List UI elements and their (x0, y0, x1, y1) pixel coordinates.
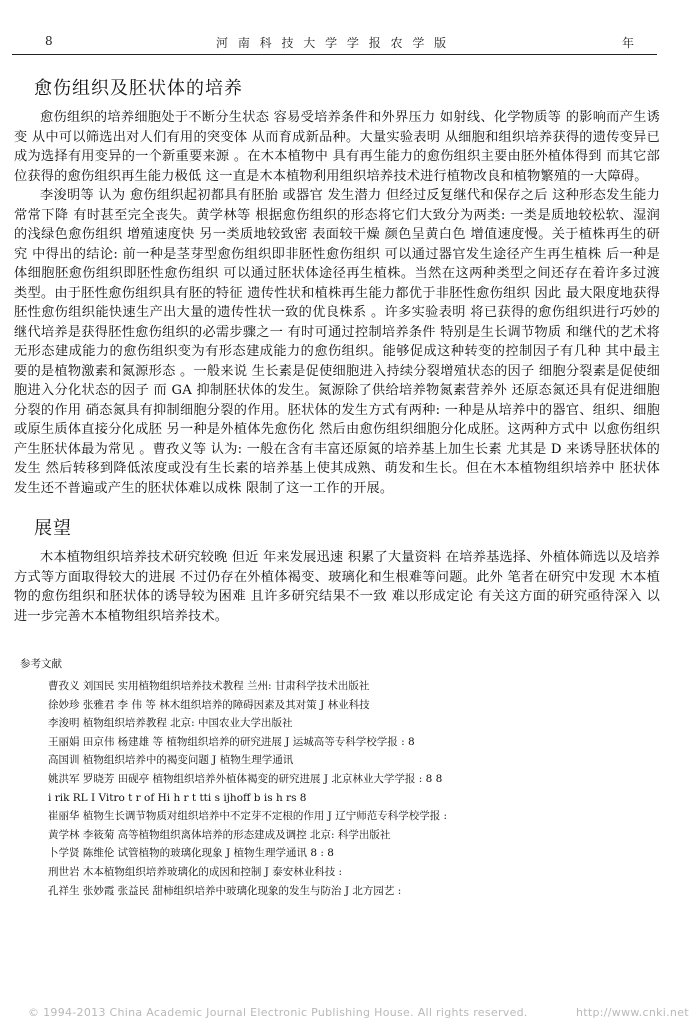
section-heading-callus: 愈伤组织及胚状体的培养 (34, 78, 243, 99)
reference-item: 高国训 植物组织培养中的褐变问题 J 植物生理学通讯 (48, 754, 294, 767)
reference-list (14, 677, 660, 900)
reference-item: 姚洪军 罗晓芳 田砚亭 植物组织培养外植体褐变的研究进展 J 北京林业大学学报 : 8 8 (48, 772, 443, 785)
paragraph: 愈伤组织的培养细胞处于不断分生状态 容易受培养条件和外界压力 如射线、化学物质等 的影响而产生诱变 从中可以筛选出对人们有用的突变体 从而育成新品种。大量实验表明 从细胞和组织培养获得的遗传变异已成为选择有用变异的一个新重要来源 。在木本植物中 具有再生能力的愈伤组织主要由胚外植体得到 而其它部位获得的愈伤组织再生能力极低 这一直是木本植物利用组织培养技术进行植物改良和植物繁殖的一大障碍。 (14, 110, 660, 184)
reference-item: 崔丽华 植物生长调节物质对组织培养中不定芽不定根的作用 J 辽宁师范专科学校学报 : (48, 810, 448, 823)
page-header (0, 30, 666, 54)
article-body (14, 62, 660, 900)
paragraph: 李浚明等 认为 愈伤组织起初都具有胚胎 或器官 发生潜力 但经过反复继代和保存之后 这种形态发生能力常常下降 有时甚至完全丧失。黄学林等 根据愈伤组织的形态将它们大致分为两类: 一类是质地较松软、湿润的浅绿色愈伤组织 增殖速度快 另一类质地较致密 表面较干燥 颜色呈黄白色 增值速度慢。关于植株再生的研究 中得出的结论: 前一种是茎芽型愈伤组织即非胚性愈伤组织 可以通过器官发生途径产生再生植株 后一种是体细胞胚愈伤组织即胚性愈伤组织 可以通过胚状体途径再生植株。当然在这两种类型之间还存在着许多过渡类型。由于胚性愈伤组织具有胚的特征 遗传性状和植株再生能力都优于非胚性愈伤组织 因此 最大限度地获得胚性愈伤组织能快速生产出大量的遗传性状一致的优良株系 。许多实验表明 将已获得的愈伤组织进行巧妙的继代培养是获得胚性愈伤组织的必需步骤之一 有时可通过控制培养条件 特别是生长调节物质 和继代的艺术将无形态建成能力的愈伤组织变为有形态建成能力的愈伤组织。能够促成这种转变的控制因子有几种 其中最主要的是植物激素和氮源形态 。一般来说 生长素是促使细胞进入持续分裂增殖状态的因子 细胞分裂素是促使细胞进入分化状态的因子 而 GA 抑制胚状体的发生。氮源除了供给培养物氮素营养外 还原态氮还具有促进细胞分裂的作用 硝态氮具有抑制细胞分裂的作用。胚状体的发生方式有两种: 一种是从培养中的器官、组织、细胞或原生质体直接分化成胚 另一种是外植体先愈伤化 然后由愈伤组织细胞分化成胚。这两种方式中 以愈伤组织产生胚状体最为常见 。曹孜义等 认为: 一般在含有丰富还原氮的培养基上加生长素 尤其是 D 来诱导胚状体的发生 然后转移到降低浓度或没有生长素的培养基上使其成熟、萌发和生长。但在木本植物组织培养中 胚状体发生还不普遍或产生的胚状体难以成株 限制了这一工作的开展。 (14, 188, 660, 496)
reference-item: 卜学贤 陈维伦 试管植物的玻璃化现象 J 植物生理学通讯 8 : 8 (48, 847, 334, 860)
reference-item: 黄学林 李筱菊 高等植物组织离体培养的形态建成及调控 北京: 科学出版社 (48, 828, 391, 841)
reference-item: 徐妙珍 张雅君 李 伟 等 林木组织培养的障碍因素及其对策 J 林业科技 (48, 698, 370, 711)
section-heading-outlook: 展望 (34, 518, 72, 539)
reference-item: 李浚明 植物组织培养教程 北京: 中国农业大学出版社 (48, 717, 293, 730)
reference-item: 王丽娟 田京伟 杨建雄 等 植物组织培养的研究进展 J 运城高等专科学校学报 : 8 (48, 735, 415, 748)
footer-url[interactable]: http://www.cnki.net (576, 1006, 689, 1019)
header-rule (12, 54, 657, 55)
paragraph: 木本植物组织培养技术研究较晚 但近 年来发展迅速 积累了大量资料 在培养基选择、外植体筛选以及培养方式等方面取得较大的进展 不过仍存在外植体褐变、玻璃化和生根难等问题。此外 笔者在研究中发现 木本植物的愈伤组织和胚状体的诱导较为困难 且许多研究结果不一致 难以形成定论 有关这方面的研究亟待深入 以进一步完善木本植物组织培养技术。 (14, 550, 661, 624)
journal-title: 河 南 科 技 大 学 学 报 农 学 版 (216, 36, 450, 50)
reference-item: i rik RL I Vitro t r of Hi h r t tti s ijhoff b is h rs 8 (48, 791, 307, 804)
references-title: 参考文献 (20, 658, 62, 670)
page-number: 8 (45, 34, 53, 48)
reference-item: 刑世岩 木本植物组织培养玻璃化的成因和控制 J 泰安林业科技 : (48, 865, 343, 878)
reference-item: 曹孜义 刘国民 实用植物组织培养技术教程 兰州: 甘肃科学技术出版社 (48, 680, 370, 692)
year-label: 年 (622, 36, 635, 50)
copyright-footer (28, 1006, 689, 1019)
reference-item: 孔祥生 张妙霞 张益民 甜柿组织培养中玻璃化现象的发生与防治 J 北方园艺 : (48, 884, 402, 897)
copyright-text: © 1994-2013 China Academic Journal Electronic Publishing House. All rights reserved. (28, 1006, 528, 1019)
